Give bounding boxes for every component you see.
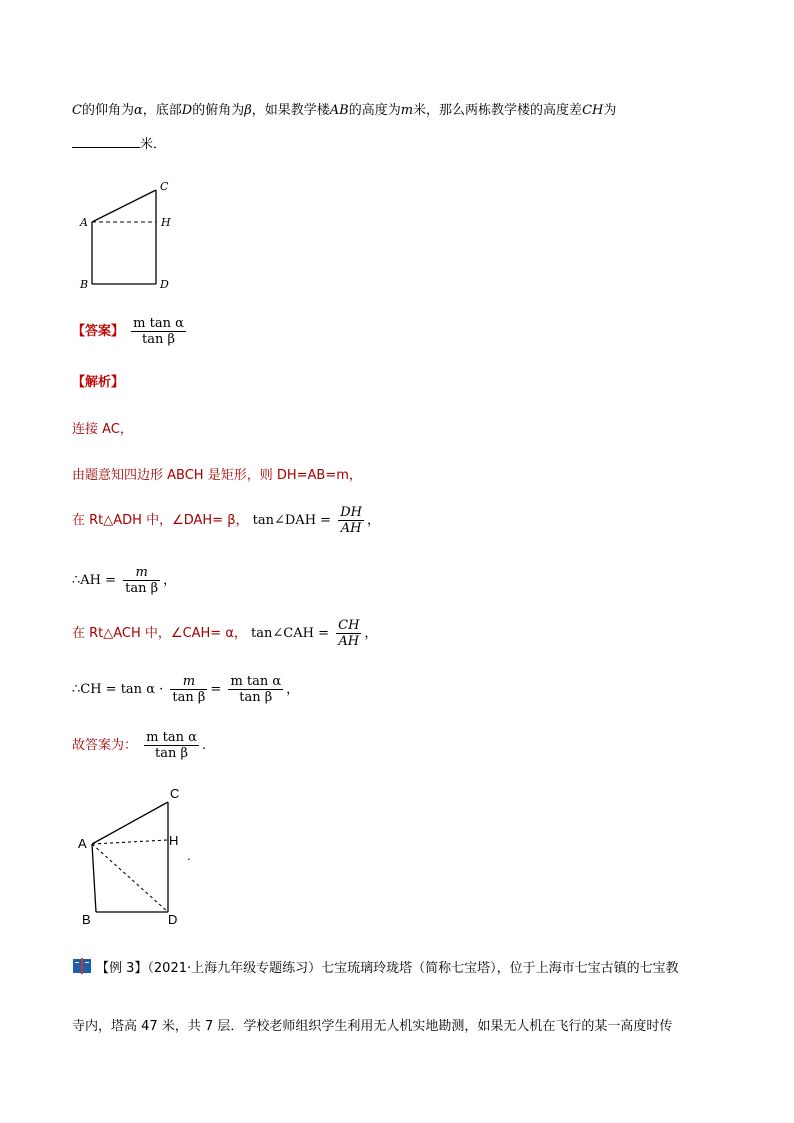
frac-ch-ah: $\frac{CH}{AH}$ <box>338 618 360 649</box>
figure-1 <box>72 178 182 296</box>
example-line-1: 【例 3】（2021·上海九年级专题练习）七宝琉璃玲珑塔（简称七宝塔），位于上海市七宝古镇的七宝教 <box>72 957 679 978</box>
frac-mtana-tanb: $\frac{\text{m tan α}}{\text{tan β}}$ <box>230 674 282 705</box>
answer-blank <box>72 135 140 148</box>
fig1-label-A: A <box>80 216 88 229</box>
example-line-2: 寺内，塔高 47 米，共 7 层．学校老师组织学生利用无人机实地勘测，如果无人机在飞行的某一高度时传 <box>72 1019 673 1034</box>
problem-line-2: 米． <box>72 135 166 154</box>
fig1-label-H: H <box>161 216 171 229</box>
analysis-line-6: ∴CH = tan α · $\frac{m}{\text{tan β}}$ = $\frac{\text{m tan α}}{\text{tan β}}$ ， <box>72 674 300 705</box>
frac-dh-ah: $\frac{DH}{AH}$ <box>340 505 362 536</box>
analysis-line-7: 故答案为： $\frac{\text{m tan α}}{\text{tan β}}$ . <box>72 730 207 761</box>
fig2-dot: . <box>187 848 191 863</box>
frac-final: $\frac{\text{m tan α}}{\text{tan β}}$ <box>146 730 197 761</box>
analysis-line-2: 由题意知四边形 ABCH 是矩形，则 DH=AB=m， <box>72 468 362 483</box>
fig2-label-H: H <box>169 833 179 848</box>
fig2-label-C: C <box>170 786 180 801</box>
analysis-line-5: 在 Rt△ACH 中，∠CAH= α， tan∠CAH = $\frac{CH}{AH}$ ， <box>72 618 378 649</box>
frac-m-tanb-2: $\frac{m}{\text{tan β}}$ <box>172 674 206 705</box>
analysis-line-4: ∴AH = $\frac{m}{\text{tan β}}$ ， <box>72 565 177 596</box>
answer-tag: 【答案】 <box>72 324 125 339</box>
problem-line-1: C的仰角为α，底部D的俯角为β，如果教学楼AB的高度为m米，那么两栋教学楼的高度差CH为 <box>72 103 617 118</box>
answer-line <box>72 316 189 347</box>
var-C: C <box>72 103 82 118</box>
analysis-line-1: 连接 AC， <box>72 422 133 437</box>
fig1-label-C: C <box>160 180 169 193</box>
figure-2 <box>72 782 202 928</box>
fig1-label-B: B <box>80 278 89 291</box>
fig1-label-D: D <box>160 278 169 291</box>
answer-fraction: $\frac{\text{m tan α}}{\text{tan β}}$ <box>133 316 184 347</box>
book-icon <box>72 957 92 975</box>
example-source: （2021·上海九年级专题练习） <box>147 961 322 976</box>
fig2-label-A: A <box>78 836 87 851</box>
frac-m-tanb: $\frac{m}{\text{tan β}}$ <box>125 565 159 596</box>
analysis-tag: 【解析】 <box>72 375 125 390</box>
fig2-label-B: B <box>82 912 91 927</box>
fig2-label-D: D <box>168 912 178 927</box>
example-tag: 【例 3】 <box>96 961 148 976</box>
analysis-line-3: 在 Rt△ADH 中，∠DAH= β， tan∠DAH = $\frac{DH}{AH}$ ， <box>72 505 380 536</box>
